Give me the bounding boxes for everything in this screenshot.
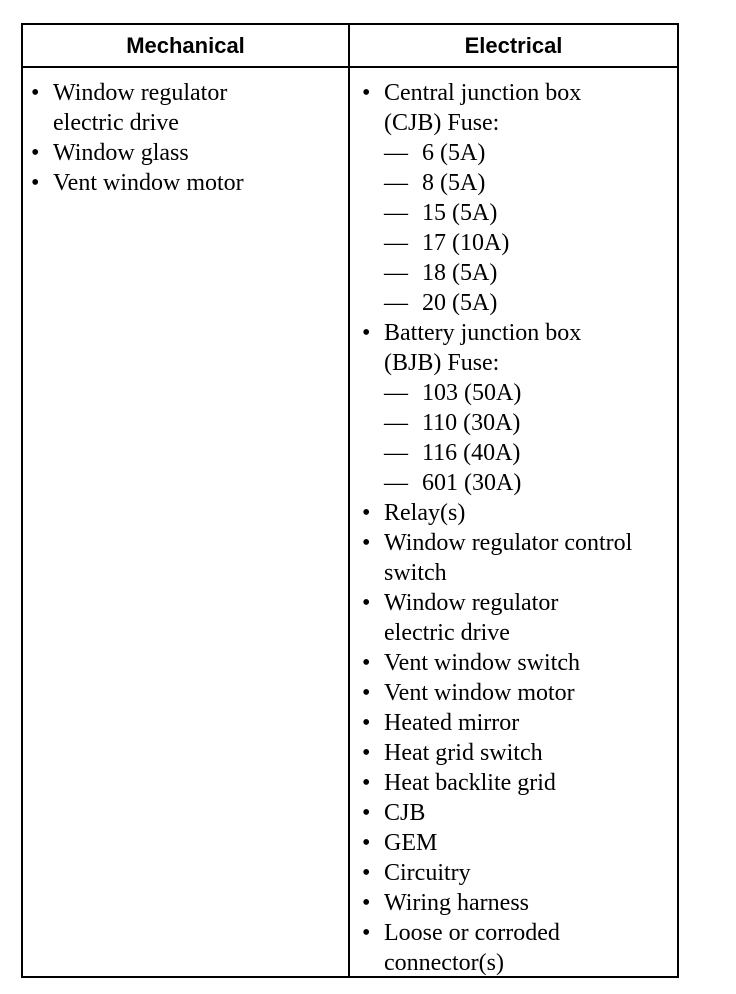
bullet-icon: • — [362, 320, 371, 346]
header-electrical: Electrical — [464, 33, 563, 58]
fuse-item — [358, 168, 676, 198]
list-item — [27, 78, 345, 138]
list-item — [358, 648, 676, 678]
fuse-text: 6 (5A) — [422, 140, 486, 166]
list-item — [358, 858, 676, 888]
bullet-icon: • — [362, 530, 371, 556]
list-item — [358, 498, 676, 528]
fuse-text: 15 (5A) — [422, 200, 498, 226]
fuse-item — [358, 408, 676, 438]
item-text: Window regulator electric drive — [53, 80, 228, 136]
list-item-cjb — [358, 78, 676, 138]
dash-icon: — — [384, 410, 408, 436]
bullet-icon: • — [362, 860, 371, 886]
item-text: Vent window motor — [384, 680, 575, 706]
item-text: Vent window motor — [53, 170, 244, 196]
item-text: Heated mirror — [384, 710, 520, 736]
bullet-icon: • — [362, 830, 371, 856]
fuse-text: 17 (10A) — [422, 230, 510, 256]
fuse-text: 110 (30A) — [422, 410, 521, 436]
list-item — [358, 918, 676, 978]
bullet-icon: • — [362, 590, 371, 616]
fuse-text: 116 (40A) — [422, 440, 521, 466]
item-text: Relay(s) — [384, 500, 466, 526]
dash-icon: — — [384, 230, 408, 256]
list-item — [358, 888, 676, 918]
item-text: Battery junction box (BJB) Fuse: — [384, 320, 582, 376]
dash-icon: — — [384, 170, 408, 196]
bullet-icon: • — [362, 920, 371, 946]
fuse-text: 20 (5A) — [422, 290, 498, 316]
fuse-text: 103 (50A) — [422, 380, 522, 406]
item-text: GEM — [384, 830, 438, 856]
item-text: Heat grid switch — [384, 740, 543, 766]
item-text: Wiring harness — [384, 890, 529, 916]
fuse-item — [358, 468, 676, 498]
bullet-icon: • — [362, 650, 371, 676]
bullet-icon: • — [362, 710, 371, 736]
list-item — [358, 798, 676, 828]
mechanical-column — [27, 78, 345, 198]
fuse-item — [358, 228, 676, 258]
bullet-icon: • — [31, 80, 40, 106]
dash-icon: — — [384, 140, 408, 166]
fuse-text: 8 (5A) — [422, 170, 486, 196]
list-item — [27, 168, 345, 198]
bullet-icon: • — [362, 800, 371, 826]
bullet-icon: • — [362, 500, 371, 526]
bullet-icon: • — [362, 770, 371, 796]
bullet-icon: • — [362, 740, 371, 766]
item-text: Vent window switch — [384, 650, 580, 676]
bullet-icon: • — [31, 170, 40, 196]
list-item — [358, 738, 676, 768]
symptom-table — [21, 23, 679, 978]
item-text: Heat backlite grid — [384, 770, 556, 796]
bullet-icon: • — [362, 80, 371, 106]
bullet-icon: • — [362, 890, 371, 916]
item-text: Window glass — [53, 140, 189, 166]
fuse-text: 18 (5A) — [422, 260, 498, 286]
dash-icon: — — [384, 200, 408, 226]
dash-icon: — — [384, 290, 408, 316]
dash-icon: — — [384, 380, 408, 406]
item-text: CJB — [384, 800, 426, 826]
list-item — [358, 708, 676, 738]
item-text: Central junction box (CJB) Fuse: — [384, 80, 582, 136]
header-mechanical: Mechanical — [126, 33, 245, 58]
fuse-item — [358, 288, 676, 318]
item-text: Window regulator electric drive — [384, 590, 559, 646]
list-item — [358, 678, 676, 708]
dash-icon: — — [384, 470, 408, 496]
fuse-item — [358, 258, 676, 288]
list-item — [27, 138, 345, 168]
fuse-item — [358, 138, 676, 168]
dash-icon: — — [384, 440, 408, 466]
list-item — [358, 588, 676, 648]
electrical-column — [358, 78, 676, 978]
bullet-icon: • — [362, 680, 371, 706]
list-item — [358, 768, 676, 798]
fuse-item — [358, 438, 676, 468]
item-text: Loose or corroded connector(s) — [384, 920, 560, 976]
list-item — [358, 528, 676, 588]
list-item — [358, 828, 676, 858]
fuse-text: 601 (30A) — [422, 470, 522, 496]
bullet-icon: • — [31, 140, 40, 166]
column-divider — [348, 25, 350, 976]
header-divider — [23, 66, 677, 68]
item-text: Circuitry — [384, 860, 471, 886]
fuse-item — [358, 378, 676, 408]
fuse-item — [358, 198, 676, 228]
item-text: Window regulator control switch — [384, 530, 633, 586]
list-item-bjb — [358, 318, 676, 378]
dash-icon: — — [384, 260, 408, 286]
